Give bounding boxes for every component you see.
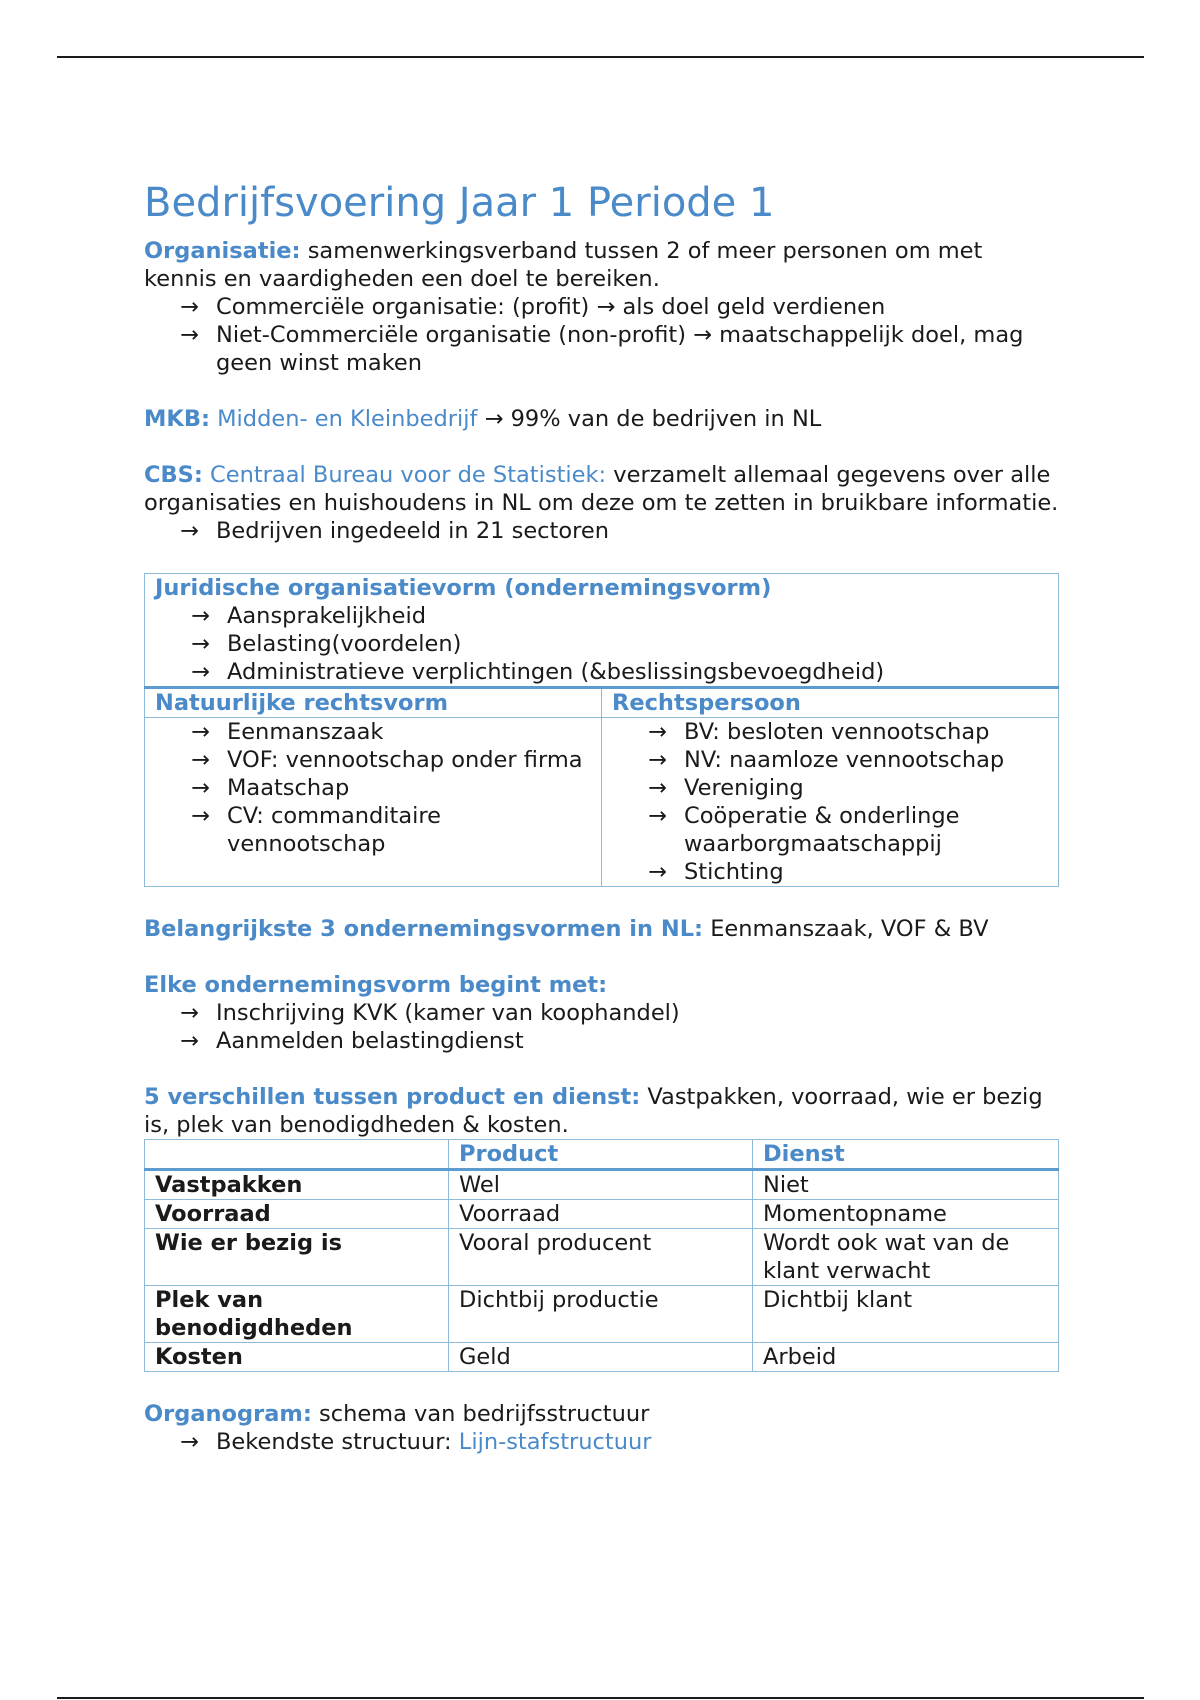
verschillen-label: 5 verschillen tussen product en dienst: xyxy=(144,1084,641,1110)
list-item: → Eenmanszaak xyxy=(191,719,384,745)
list-item: → CV: commanditaire vennootschap xyxy=(191,803,442,857)
list-item: → Stichting xyxy=(648,859,784,885)
bottom-rule xyxy=(57,1697,1144,1699)
verschillen-text: Vastpakken, voorraad, wie er bezig is, plek van benodigdheden & kosten. xyxy=(144,1084,1043,1138)
list-item: → Bekendste structuur: Lijn-stafstructuur xyxy=(180,1429,652,1455)
arrow-icon: → xyxy=(191,659,210,685)
arrow-icon: → xyxy=(191,747,210,773)
organogram-list xyxy=(144,1428,1059,1456)
table-row xyxy=(145,1170,1059,1200)
arrow-icon: → xyxy=(180,1429,199,1455)
table-cell: Geld xyxy=(449,1343,753,1372)
table-cell: Dichtbij klant xyxy=(753,1286,1059,1343)
mkb-term: Midden- en Kleinbedrijf xyxy=(217,406,478,432)
organisatie-label: Organisatie: xyxy=(144,238,301,264)
belangrijkste-text: Eenmanszaak, VOF & BV xyxy=(710,916,989,942)
natuurlijke-cell xyxy=(145,718,602,887)
table-cell: Momentopname xyxy=(753,1200,1059,1229)
table-cell: Vooral producent xyxy=(449,1229,753,1286)
rechtspersoon-heading: Rechtspersoon xyxy=(602,688,1059,718)
organisatie-text: samenwerkingsverband tussen 2 of meer personen om met kennis en vaardigheden een doel te bereiken. xyxy=(144,238,983,292)
document-body xyxy=(144,177,1059,1456)
arrow-icon: → xyxy=(191,719,210,745)
list-item: → Aanmelden belastingdienst xyxy=(180,1028,524,1054)
organisatie-list xyxy=(144,293,1059,377)
table-row xyxy=(145,1286,1059,1343)
table-header-cell xyxy=(145,1140,449,1170)
arrow-icon: → xyxy=(180,1000,199,1026)
list-item: → Niet-Commerciële organisatie (non-profit) → maatschappelijk doel, mag geen winst maken xyxy=(180,322,1024,376)
natuurlijke-list xyxy=(145,718,597,858)
juridisch-cell xyxy=(145,574,1059,688)
rechtspersoon-cell xyxy=(602,718,1059,887)
list-item: → Belasting(voordelen) xyxy=(191,631,462,657)
arrow-icon: → xyxy=(191,775,210,801)
table-row-header: Vastpakken xyxy=(145,1170,449,1200)
juridisch-list xyxy=(145,602,1054,686)
cbs-term: Centraal Bureau voor de Statistiek: xyxy=(210,462,607,488)
table-header-cell: Dienst xyxy=(753,1140,1059,1170)
table-row-header: Kosten xyxy=(145,1343,449,1372)
arrow-icon: → xyxy=(180,294,199,320)
list-item: → NV: naamloze vennootschap xyxy=(648,747,1005,773)
organogram-text: schema van bedrijfsstructuur xyxy=(318,1401,650,1427)
list-item: → Inschrijving KVK (kamer van koophandel) xyxy=(180,1000,680,1026)
juridisch-heading: Juridische organisatievorm (ondernemingsvorm) xyxy=(155,575,772,601)
arrow-icon: → xyxy=(648,719,667,745)
table-row xyxy=(145,1200,1059,1229)
table-cell: Dichtbij productie xyxy=(449,1286,753,1343)
organogram-term: Lijn-stafstructuur xyxy=(458,1429,652,1455)
mkb-definition xyxy=(144,405,1059,433)
arrow-icon: → xyxy=(191,803,210,829)
table-header-cell: Product xyxy=(449,1140,753,1170)
arrow-icon: → xyxy=(648,803,667,829)
list-item: → Administratieve verplichtingen (&beslissingsbevoegdheid) xyxy=(191,659,885,685)
arrow-icon: → xyxy=(648,859,667,885)
table-cell: Voorraad xyxy=(449,1200,753,1229)
table-header-row xyxy=(145,1140,1059,1170)
organogram-line xyxy=(144,1400,1059,1428)
organisatie-definition xyxy=(144,237,1059,293)
table-row xyxy=(145,1229,1059,1286)
arrow-icon: → xyxy=(191,631,210,657)
belangrijkste-label: Belangrijkste 3 ondernemingsvormen in NL: xyxy=(144,916,704,942)
arrow-icon: → xyxy=(180,322,199,348)
list-item: → Commerciële organisatie: (profit) → als doel geld verdienen xyxy=(180,294,886,320)
product-dienst-table xyxy=(144,1139,1059,1372)
organogram-label: Organogram: xyxy=(144,1401,312,1427)
table-cell: Wel xyxy=(449,1170,753,1200)
rechtspersoon-list xyxy=(602,718,1054,886)
table-cell: Niet xyxy=(753,1170,1059,1200)
list-item: → BV: besloten vennootschap xyxy=(648,719,990,745)
belangrijkste-line xyxy=(144,915,1059,943)
table-row xyxy=(145,1343,1059,1372)
table-row-header: Wie er bezig is xyxy=(145,1229,449,1286)
begint-list xyxy=(144,999,1059,1055)
arrow-icon: → xyxy=(648,747,667,773)
verschillen-line xyxy=(144,1083,1059,1139)
mkb-text: → 99% van de bedrijven in NL xyxy=(484,406,822,432)
begint-label: Elke ondernemingsvorm begint met: xyxy=(144,972,608,998)
cbs-list xyxy=(144,517,1059,545)
arrow-icon: → xyxy=(648,775,667,801)
arrow-icon: → xyxy=(191,603,210,629)
table-cell: Wordt ook wat van de klant verwacht xyxy=(753,1229,1059,1286)
list-item: → VOF: vennootschap onder firma xyxy=(191,747,583,773)
list-item: → Coöperatie & onderlinge waarborgmaatschappij xyxy=(648,803,960,857)
ondernemingsvorm-table xyxy=(144,573,1059,887)
page-title: Bedrijfsvoering Jaar 1 Periode 1 xyxy=(144,180,775,226)
mkb-label: MKB: xyxy=(144,406,210,432)
list-item: → Aansprakelijkheid xyxy=(191,603,426,629)
arrow-icon: → xyxy=(180,518,199,544)
table-row-header: Voorraad xyxy=(145,1200,449,1229)
cbs-definition xyxy=(144,461,1059,517)
list-item: → Maatschap xyxy=(191,775,350,801)
list-item: → Vereniging xyxy=(648,775,804,801)
arrow-icon: → xyxy=(180,1028,199,1054)
cbs-text: verzamelt allemaal gegevens over alle organisaties en huishoudens in NL om deze om te zetten in bruikbare informatie. xyxy=(144,462,1059,516)
table-row-header: Plek van benodigdheden xyxy=(145,1286,449,1343)
cbs-label: CBS: xyxy=(144,462,203,488)
top-rule xyxy=(57,56,1144,58)
table-cell: Arbeid xyxy=(753,1343,1059,1372)
natuurlijke-heading: Natuurlijke rechtsvorm xyxy=(145,688,602,718)
list-item: → Bedrijven ingedeeld in 21 sectoren xyxy=(180,518,610,544)
